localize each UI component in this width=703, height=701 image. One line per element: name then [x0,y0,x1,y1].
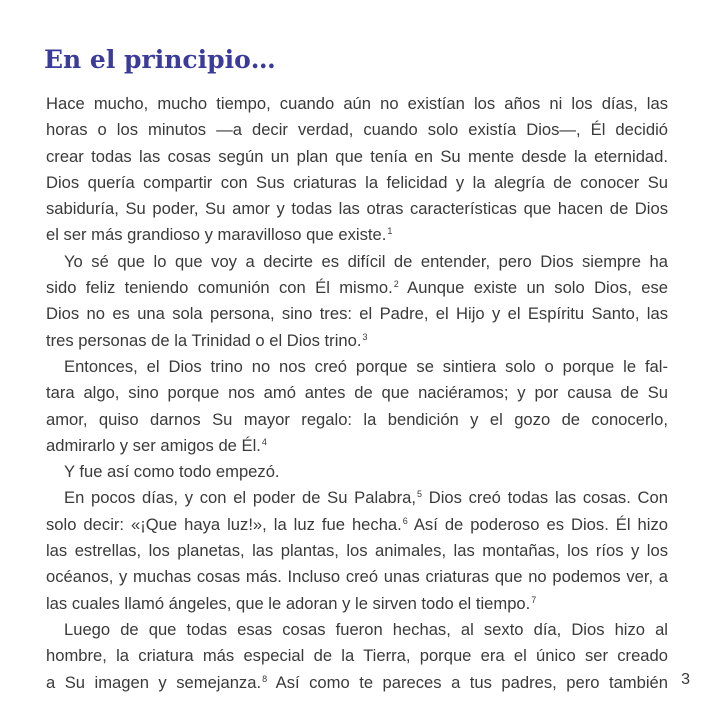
text-line: Entonces, el Dios trino no nos creó porque se sintiera solo o porque le fal- [64,356,668,376]
footnote-ref: 7 [531,594,537,605]
text-line: horas o los minutos —a decir verdad, cuando solo existía Dios—, Él decidió [46,120,668,140]
text-line: Yo sé que lo que voy a decirte es difícil de entender, pero Dios siempre ha [64,251,668,271]
text-line: tara algo, sino porque nos amó antes de que naciéramos; y por causa de Su [46,383,668,403]
text-line: sido feliz teniendo comunión con Él mismo.$^2$ Aunque existe un solo Dios, ese [46,278,668,298]
text-line: solo decir: «¡Que haya luz!», la luz fue hecha.$^6$ Así de poderoso es Dios. Él hizo [46,514,668,534]
text-line: las cuales llamó ángeles, que le adoran y le sirven todo el tiempo.$^7$ [46,593,537,613]
footnote-ref: 2 [393,279,399,290]
text-line: océanos, y muchas cosas más. Incluso creó unas criaturas que no podemos ver, a [46,567,668,587]
text-line: el ser más grandioso y maravilloso que existe.$^1$ [46,225,393,245]
text-line: Y fue así como todo empezó. [64,462,280,482]
text-line: sabiduría, Su poder, Su amor y todas las otras características que hacen de Dios [46,199,668,219]
text-line: En pocos días, y con el poder de Su Palabra,$^5$ Dios creó todas las cosas. Con [64,488,668,508]
text-line: Dios quería compartir con Sus criaturas la felicidad y la alegría de conocer Su [46,172,668,192]
text-line: Hace mucho, mucho tiempo, cuando aún no existían los años ni los días, las [46,94,668,113]
text-line: hombre, la criatura más especial de la Tierra, porque era el único ser creado [46,646,668,666]
chapter-title: En el principio… [44,45,276,74]
footnote-ref: 1 [387,226,393,237]
text-line: crear todas las cosas según un plan que tenía en Su mente desde la eternidad. [46,146,668,166]
text-line: amor, quiso darnos Su mayor regalo: la bendición y el gozo de conocerlo, [46,409,668,429]
body-text [46,91,668,696]
text-line: las estrellas, los planetas, las plantas, los animales, las montañas, los ríos y los [46,541,668,561]
footnote-ref: 8 [262,673,268,684]
text-line: Luego de que todas esas cosas fueron hechas, al sexto día, Dios hizo al [64,619,668,639]
text-line: Dios no es una sola persona, sino tres: el Padre, el Hijo y el Espíritu Santo, las [46,304,668,324]
text-line: admirarlo y ser amigos de Él.$^4$ [46,435,267,455]
footnote-ref: 3 [362,331,368,342]
footnote-ref: 6 [402,515,408,526]
page-number: 3 [681,671,690,688]
text-line: tres personas de la Trinidad o el Dios trino.$^3$ [46,330,368,350]
footnote-ref: 4 [261,436,267,447]
footnote-ref: 5 [416,489,422,500]
text-line: a Su imagen y semejanza.$^8$ Así como te pareces a tus padres, pero también [46,672,668,692]
